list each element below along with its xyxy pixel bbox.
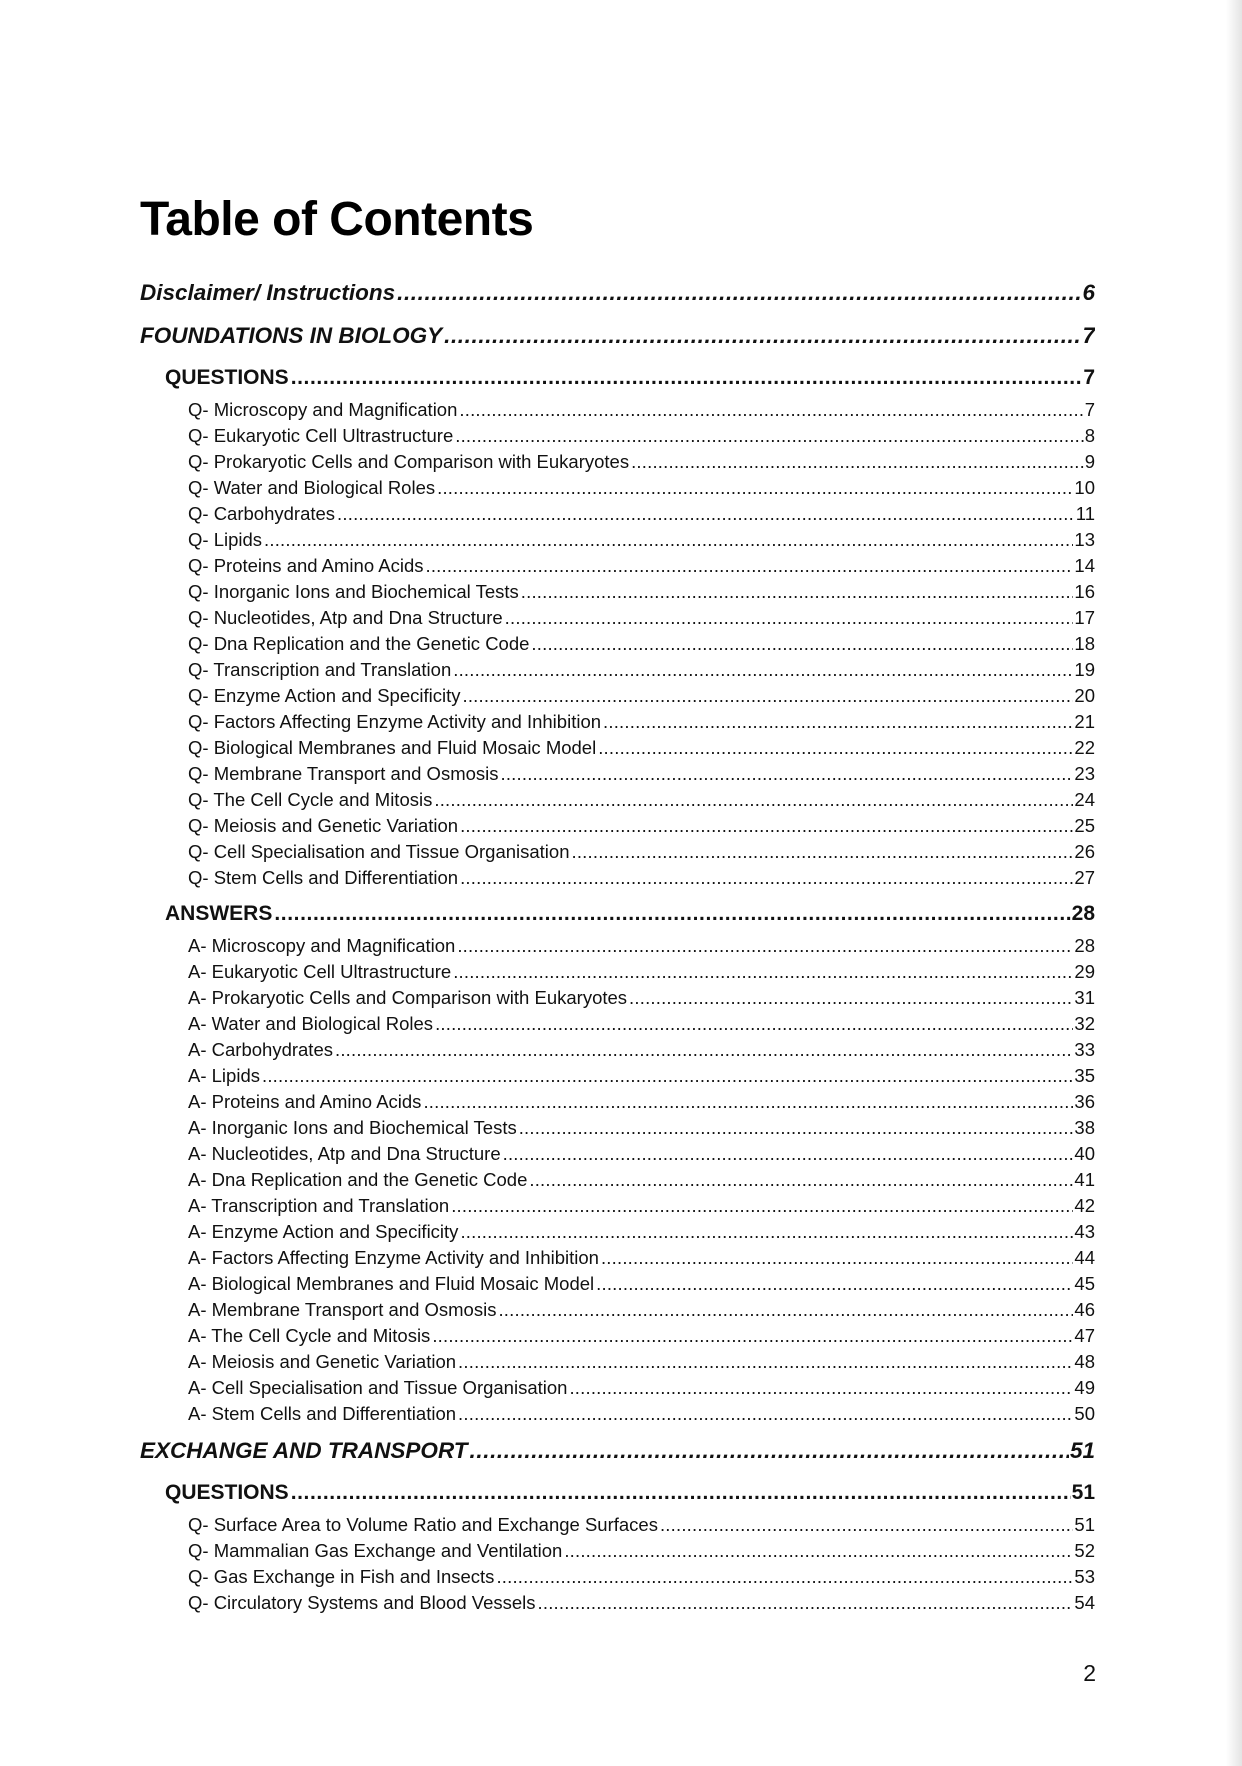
toc-item[interactable] (188, 985, 1095, 1011)
toc-item[interactable] (188, 813, 1095, 839)
toc-item-label: Q- Proteins and Amino Acids (188, 555, 424, 576)
toc-item[interactable] (188, 527, 1095, 553)
toc-item-label: A- Factors Affecting Enzyme Activity and Inhibition (188, 1247, 599, 1268)
toc-item-label: Q- Mammalian Gas Exchange and Ventilation (188, 1540, 563, 1561)
exchange-questions-list (0, 1512, 1242, 1616)
toc-item[interactable] (188, 1323, 1095, 1349)
toc-item[interactable] (188, 397, 1095, 423)
toc-page-number: 22 (1074, 737, 1095, 758)
toc-page-number: 44 (1074, 1247, 1095, 1268)
toc-item[interactable] (188, 1141, 1095, 1167)
toc-item[interactable] (188, 1564, 1095, 1590)
dot-leader (335, 1037, 1073, 1063)
dot-leader (629, 985, 1073, 1011)
toc-page-number: 16 (1074, 581, 1095, 602)
dot-leader (435, 1011, 1073, 1037)
toc-item[interactable] (188, 709, 1095, 735)
toc-page-number: 51 (1071, 1481, 1095, 1504)
dot-leader (572, 839, 1074, 865)
dot-leader (598, 735, 1073, 761)
toc-item[interactable] (188, 475, 1095, 501)
toc-item-label: A- Biological Membranes and Fluid Mosaic Model (188, 1273, 595, 1294)
foundations-answers-list (0, 933, 1242, 1427)
toc-page-number: 20 (1074, 685, 1095, 706)
toc-item-label: A- Prokaryotic Cells and Comparison with Eukaryotes (188, 987, 628, 1008)
toc-page-number: 27 (1074, 867, 1095, 888)
toc-item-label: A- Membrane Transport and Osmosis (188, 1299, 497, 1320)
toc-entry-label: Disclaimer/ Instructions (140, 280, 396, 305)
toc-subsection-foundations-questions[interactable] (165, 359, 1095, 397)
dot-leader (337, 501, 1075, 527)
toc-page-number: 23 (1074, 763, 1095, 784)
dot-leader (503, 1141, 1074, 1167)
toc-item-label: A- Eukaryotic Cell Ultrastructure (188, 961, 452, 982)
toc-item-label: A- The Cell Cycle and Mitosis (188, 1325, 431, 1346)
toc-item[interactable] (188, 959, 1095, 985)
toc-item[interactable] (188, 735, 1095, 761)
toc-page-number: 21 (1074, 711, 1095, 732)
dot-leader (521, 579, 1074, 605)
dot-leader (459, 397, 1083, 423)
toc-item[interactable] (188, 1219, 1095, 1245)
dot-leader (529, 1167, 1073, 1193)
dot-leader (291, 1474, 1071, 1512)
toc-item-label: A- Water and Biological Roles (188, 1013, 434, 1034)
toc-item[interactable] (188, 423, 1095, 449)
toc-page-number: 13 (1074, 529, 1095, 550)
toc-item[interactable] (188, 1037, 1095, 1063)
toc-subsection-foundations-answers[interactable] (165, 895, 1095, 933)
toc-item-label: A- Meiosis and Genetic Variation (188, 1351, 457, 1372)
toc-item-label: A- Enzyme Action and Specificity (188, 1221, 459, 1242)
toc-page-number: 31 (1074, 987, 1095, 1008)
toc-page-number: 49 (1074, 1377, 1095, 1398)
dot-leader (291, 359, 1083, 397)
toc-entry-label: QUESTIONS (165, 1481, 289, 1504)
toc-page-number: 51 (1074, 1514, 1095, 1535)
toc-item[interactable] (188, 1590, 1095, 1616)
toc-item-label: Q- Dna Replication and the Genetic Code (188, 633, 530, 654)
toc-item-label: Q- Biological Membranes and Fluid Mosaic Model (188, 737, 597, 758)
toc-page-number: 17 (1074, 607, 1095, 628)
toc-page-number: 26 (1074, 841, 1095, 862)
toc-item-label: A- Proteins and Amino Acids (188, 1091, 422, 1112)
toc-item-label: A- Cell Specialisation and Tissue Organisation (188, 1377, 568, 1398)
toc-entry-label: QUESTIONS (165, 366, 289, 389)
dot-leader (437, 475, 1073, 501)
toc-item-label: Q- The Cell Cycle and Mitosis (188, 789, 433, 810)
toc-page-number: 18 (1074, 633, 1095, 654)
toc-item-label: A- Nucleotides, Atp and Dna Structure (188, 1143, 501, 1164)
toc-item[interactable] (188, 1297, 1095, 1323)
toc-page-number: 50 (1074, 1403, 1095, 1424)
dot-leader (423, 1089, 1073, 1115)
dot-leader (455, 423, 1083, 449)
dot-leader (496, 1564, 1073, 1590)
toc-item-label: Q- Lipids (188, 529, 263, 550)
toc-entry-label: FOUNDATIONS IN BIOLOGY (140, 323, 443, 348)
dot-leader (457, 933, 1073, 959)
toc-item[interactable] (188, 933, 1095, 959)
dot-leader (460, 813, 1073, 839)
toc-page-number: 28 (1071, 902, 1095, 925)
toc-item-label: Q- Surface Area to Volume Ratio and Exchange Surfaces (188, 1514, 658, 1535)
toc-page-number: 9 (1084, 451, 1095, 472)
dot-leader (274, 895, 1070, 933)
dot-leader (470, 1429, 1069, 1472)
toc-page-number: 51 (1069, 1438, 1095, 1463)
dot-leader (569, 1375, 1073, 1401)
toc-item[interactable] (188, 1538, 1095, 1564)
toc-item-label: Q- Prokaryotic Cells and Comparison with Eukaryotes (188, 451, 630, 472)
toc-entry-label: ANSWERS (165, 902, 273, 925)
toc-page-number: 52 (1074, 1540, 1095, 1561)
toc-item-label: A- Transcription and Translation (188, 1195, 450, 1216)
toc-item[interactable] (188, 1063, 1095, 1089)
dot-leader (460, 865, 1073, 891)
dot-leader (262, 1063, 1073, 1089)
toc-page-number: 41 (1074, 1169, 1095, 1190)
dot-leader (458, 1401, 1073, 1427)
foundations-questions-list (0, 397, 1242, 891)
dot-leader (603, 709, 1073, 735)
toc-page-number: 10 (1074, 477, 1095, 498)
toc-section-foundations[interactable] (140, 314, 1095, 357)
toc-item[interactable] (188, 1401, 1095, 1427)
dot-leader (444, 314, 1081, 357)
toc-item[interactable] (188, 865, 1095, 891)
dot-leader (531, 631, 1073, 657)
toc-page-number: 32 (1074, 1013, 1095, 1034)
dot-leader (564, 1538, 1073, 1564)
toc-item[interactable] (188, 761, 1095, 787)
toc-page-number: 6 (1082, 280, 1095, 305)
toc-item[interactable] (188, 683, 1095, 709)
dot-leader (451, 1193, 1073, 1219)
dot-leader (453, 657, 1073, 683)
dot-leader (660, 1512, 1073, 1538)
toc-item-label: A- Dna Replication and the Genetic Code (188, 1169, 528, 1190)
toc-item[interactable] (188, 449, 1095, 475)
toc-page-number: 47 (1074, 1325, 1095, 1346)
toc-page-number: 43 (1074, 1221, 1095, 1242)
toc-page-number: 46 (1074, 1299, 1095, 1320)
toc-item-label: Q- Nucleotides, Atp and Dna Structure (188, 607, 503, 628)
toc-item-label: Q- Carbohydrates (188, 503, 336, 524)
dot-leader (432, 1323, 1073, 1349)
page-title: Table of Contents (140, 193, 534, 246)
toc-item[interactable] (188, 553, 1095, 579)
toc-item[interactable] (188, 657, 1095, 683)
toc-item[interactable] (188, 1512, 1095, 1538)
toc-item[interactable] (188, 631, 1095, 657)
dot-leader (434, 787, 1073, 813)
toc-item[interactable] (188, 1271, 1095, 1297)
dot-leader (453, 959, 1073, 985)
toc-item-label: Q- Enzyme Action and Specificity (188, 685, 461, 706)
toc-page-number: 53 (1074, 1566, 1095, 1587)
dot-leader (596, 1271, 1073, 1297)
dot-leader (425, 553, 1073, 579)
toc-page-number: 25 (1074, 815, 1095, 836)
toc-item[interactable] (188, 579, 1095, 605)
toc-item-label: Q- Transcription and Translation (188, 659, 452, 680)
toc-page-number: 48 (1074, 1351, 1095, 1372)
toc-page-number: 28 (1074, 935, 1095, 956)
dot-leader (498, 1297, 1073, 1323)
toc-page-number: 45 (1074, 1273, 1095, 1294)
toc-page-number: 29 (1074, 961, 1095, 982)
toc-item[interactable] (188, 1245, 1095, 1271)
toc-item-label: Q- Stem Cells and Differentiation (188, 867, 459, 888)
toc-item[interactable] (188, 1011, 1095, 1037)
toc-page-number: 7 (1082, 323, 1095, 348)
toc-item-label: Q- Circulatory Systems and Blood Vessels (188, 1592, 536, 1613)
toc-entry-label: EXCHANGE AND TRANSPORT (140, 1438, 468, 1463)
table-of-contents (0, 271, 1242, 1616)
dot-leader (519, 1115, 1074, 1141)
dot-leader (397, 271, 1081, 314)
dot-leader (501, 761, 1074, 787)
toc-page-number: 35 (1074, 1065, 1095, 1086)
toc-subsection-exchange-questions[interactable] (165, 1474, 1095, 1512)
toc-page-number: 54 (1074, 1592, 1095, 1613)
toc-item[interactable] (188, 1167, 1095, 1193)
toc-item[interactable] (188, 1115, 1095, 1141)
toc-item[interactable] (188, 1375, 1095, 1401)
toc-item[interactable] (188, 605, 1095, 631)
toc-item-label: Q- Eukaryotic Cell Ultrastructure (188, 425, 454, 446)
toc-item-label: A- Microscopy and Magnification (188, 935, 456, 956)
spacer (0, 891, 1242, 893)
toc-item[interactable] (188, 839, 1095, 865)
toc-item-label: A- Lipids (188, 1065, 260, 1086)
toc-page-number: 14 (1074, 555, 1095, 576)
toc-page-number: 24 (1074, 789, 1095, 810)
toc-page-number: 36 (1074, 1091, 1095, 1112)
toc-item-label: A- Inorganic Ions and Biochemical Tests (188, 1117, 517, 1138)
toc-item-label: Q- Meiosis and Genetic Variation (188, 815, 459, 836)
toc-page-number: 42 (1074, 1195, 1095, 1216)
dot-leader (505, 605, 1074, 631)
dot-leader (462, 683, 1073, 709)
toc-item[interactable] (188, 501, 1095, 527)
toc-page-number: 33 (1074, 1039, 1095, 1060)
toc-item-label: Q- Inorganic Ions and Biochemical Tests (188, 581, 519, 602)
toc-item-label: Q- Factors Affecting Enzyme Activity and Inhibition (188, 711, 602, 732)
toc-item-label: Q- Water and Biological Roles (188, 477, 436, 498)
toc-item[interactable] (188, 787, 1095, 813)
toc-page-number: 7 (1083, 366, 1095, 389)
toc-item-label: A- Stem Cells and Differentiation (188, 1403, 457, 1424)
dot-leader (458, 1349, 1073, 1375)
toc-page-number: 7 (1084, 399, 1095, 420)
toc-item-label: Q- Gas Exchange in Fish and Insects (188, 1566, 495, 1587)
toc-page-number: 40 (1074, 1143, 1095, 1164)
toc-entry-disclaimer[interactable] (140, 271, 1095, 314)
dot-leader (460, 1219, 1073, 1245)
toc-page-number: 11 (1075, 503, 1095, 524)
toc-section-exchange[interactable] (140, 1429, 1095, 1472)
toc-item-label: Q- Membrane Transport and Osmosis (188, 763, 499, 784)
toc-item[interactable] (188, 1089, 1095, 1115)
toc-item[interactable] (188, 1349, 1095, 1375)
dot-leader (601, 1245, 1073, 1271)
dot-leader (538, 1590, 1074, 1616)
toc-item-label: Q- Cell Specialisation and Tissue Organisation (188, 841, 570, 862)
page-number: 2 (1083, 1660, 1096, 1686)
toc-page-number: 38 (1074, 1117, 1095, 1138)
toc-item[interactable] (188, 1193, 1095, 1219)
toc-page-number: 8 (1084, 425, 1095, 446)
toc-item-label: A- Carbohydrates (188, 1039, 333, 1060)
dot-leader (264, 527, 1073, 553)
toc-page-number: 19 (1074, 659, 1095, 680)
toc-item-label: Q- Microscopy and Magnification (188, 399, 458, 420)
dot-leader (631, 449, 1084, 475)
